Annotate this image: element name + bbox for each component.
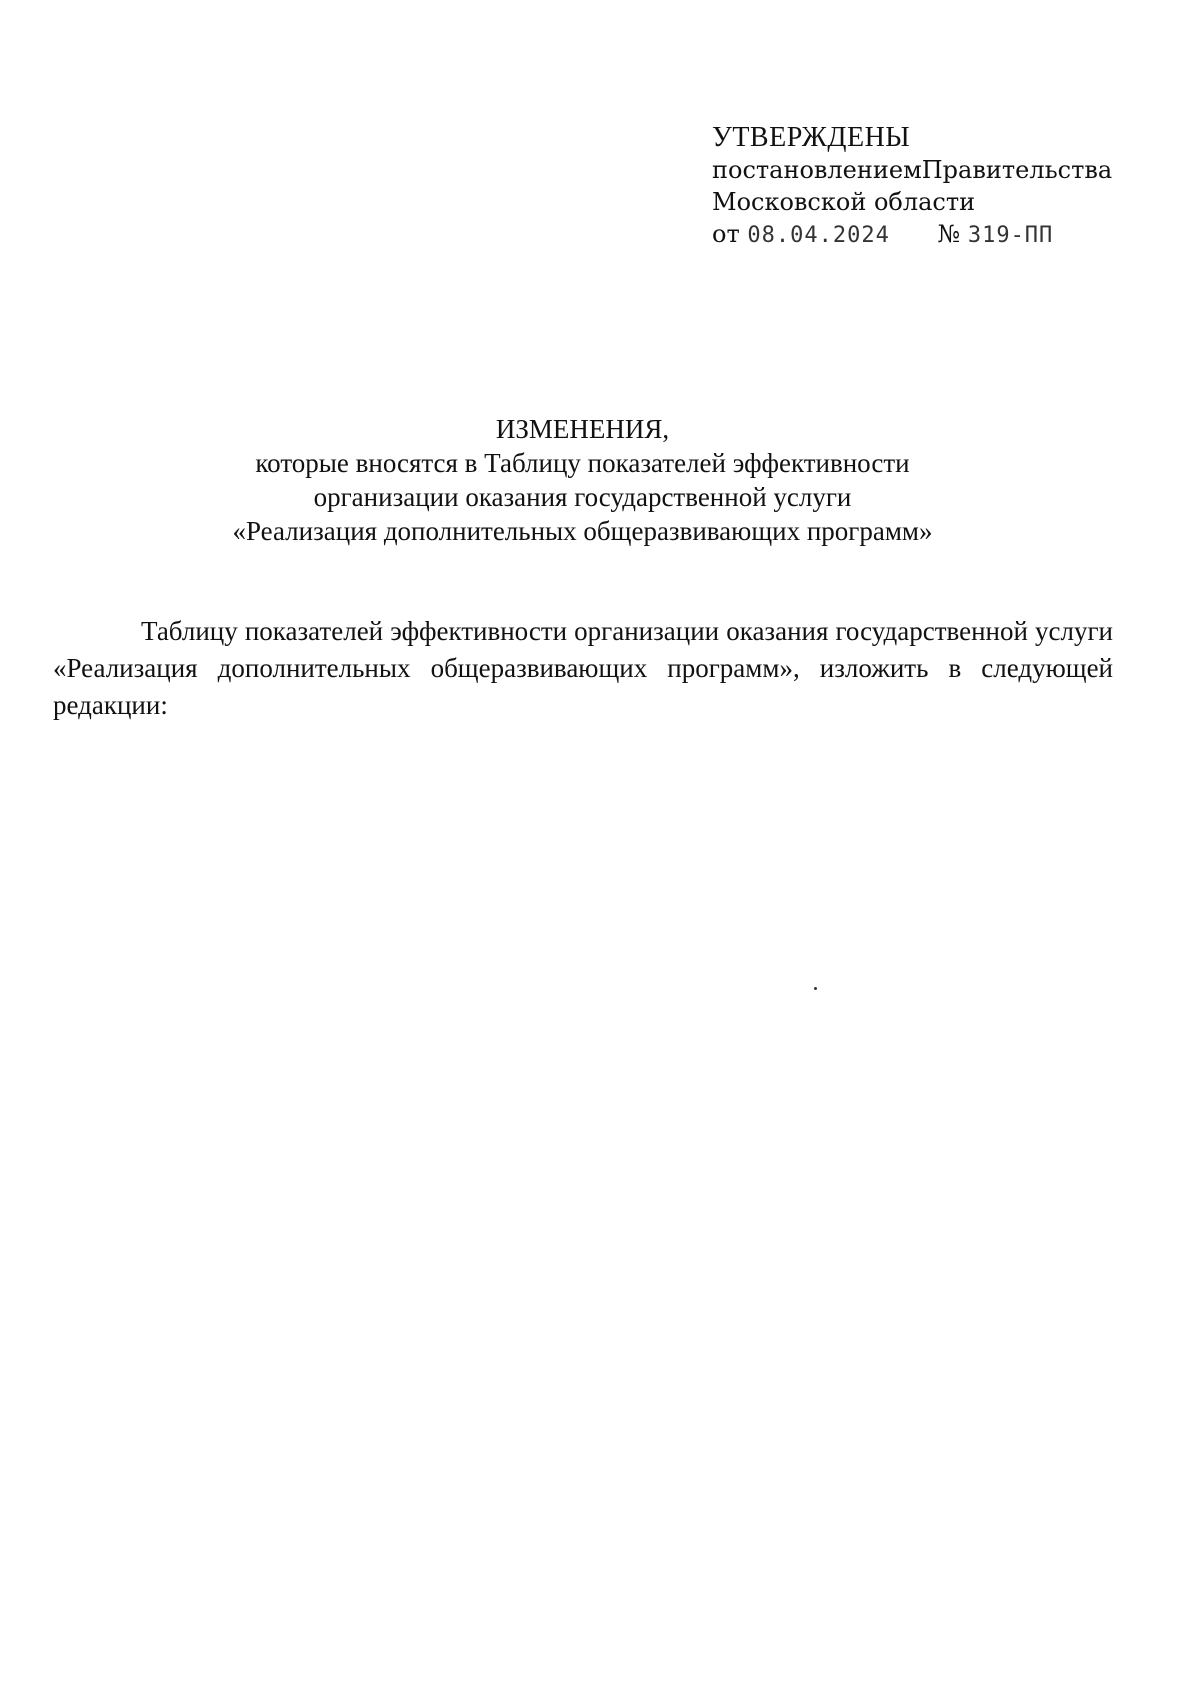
heading-line-2: которые вносятся в Таблицу показателей эффективности bbox=[255, 448, 910, 478]
approval-number-sign: № bbox=[937, 220, 961, 248]
body-paragraph: Таблицу показателей эффективности организации оказания государственной услуги «Реализация дополнительных общеразвивающих программ», изложить в следующей редакции: bbox=[53, 616, 1113, 720]
approval-date: 08.04.2024 bbox=[747, 223, 890, 248]
heading-line-3: организации оказания государственной услуги bbox=[313, 482, 852, 512]
approval-region: Московской области bbox=[712, 188, 976, 216]
document-body bbox=[53, 613, 1113, 724]
approval-date-line bbox=[712, 218, 1122, 252]
approval-government-word: Правительства bbox=[921, 156, 1113, 184]
stray-dot-mark bbox=[814, 987, 817, 990]
heading-title: ИЗМЕНЕНИЯ, bbox=[495, 414, 670, 444]
heading-line-4: «Реализация дополнительных общеразвивающих программ» bbox=[232, 516, 933, 546]
approval-number: 319-ПП bbox=[967, 223, 1054, 248]
approval-block bbox=[712, 122, 1122, 252]
approval-date-prefix: от bbox=[712, 220, 740, 248]
approval-resolution-word: постановлением bbox=[712, 156, 922, 184]
document-heading bbox=[0, 412, 1165, 548]
approval-authority-line bbox=[712, 154, 1112, 186]
approval-title: УТВЕРЖДЕНЫ bbox=[712, 122, 911, 153]
